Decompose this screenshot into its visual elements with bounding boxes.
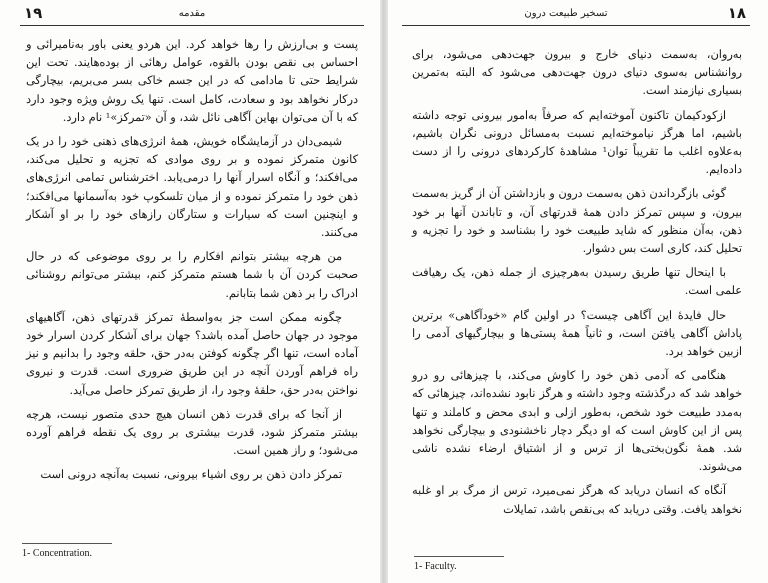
right-paragraph-2: ازکودکیمان تاکنون آموخته‌ایم که صرفاً به‌امور بیرونی توجه داشته باشیم، اما هرگز نیاموخته‌ایم نسبت به‌مسائل درونی نگران باشیم، به‌علاوه اغلب ما تقریباً توان¹ مشاهدهٔ کارکردهای درونی را از دست داده‌ایم. — [412, 108, 742, 177]
right-paragraph-7: آنگاه که انسان دریابد که هرگز نمی‌میرد، ترس از مرگ بر او غلبه نخواهد یافت. وقتی دریابد که بی‌نقص باشد، تمایلات — [412, 484, 742, 516]
right-page — [388, 0, 768, 583]
left-paragraph-4: چگونه ممکن است جز به‌واسطهٔ تمرکز قدرتهای ذهن، آگاهیهای موجود در جهان حاصل آمده باشد؟ جهان برای آشکار کردن اسرار خود آماده است، تنها اگر چگونه کوفتن به‌در حق، حلقه وجود را بدانیم و نیز راه فراهم آوردن آنچه در این طریق ضروری است. قدرت و نیروی نواختن به‌در حق، حلقهٔ وجود را، از طریق تمرکز حاصل می‌آید. — [26, 310, 358, 397]
right-paragraph-4: با اینحال تنها طریق رسیدن به‌هرچیزی از جمله ذهن، یک رهیافت علمی است. — [412, 266, 742, 298]
right-running-head: تسخیر طبیعت درون — [524, 8, 608, 19]
right-paragraph-6: هنگامی که آدمی ذهن خود را کاوش می‌کند، با چیزهائی رو درو خواهد شد که درگذشته وجود داشته و هرگز نابود نشده‌اند، چیزهائی که به‌مدد طبیعت خود شخص، به‌طور ازلی و ابدی محض و کاملند و تنها پس از این کاوش است که او دیگر دچار ناخشنودی و بیچارگی نخواهد شد. همهٔ نگون‌بختی‌ها از ترس و از اشتیاق ارضاء نشده ناشی می‌شوند. — [412, 369, 742, 474]
right-page-header — [402, 4, 750, 26]
right-page-number: ۱۸ — [727, 4, 746, 22]
right-page-body — [412, 46, 742, 519]
right-footnote: 1- Faculty. — [414, 561, 457, 572]
left-paragraph-1: پست و بی‌ارزش را رها خواهد کرد. این هردو یعنی باور به‌نامیرائی و احساس بی نقص بودن بالقوه، عوامل رهائی از بوده‌هایند. تحت این شرایط حتی تا مادامی که در این جسم خاکی بسر می‌بریم، بیچارگی درکار نخواهد بود و سعادت، کامل است. تنها یک روش ویژه وجود دارد که با آن می‌توان بهاین آگاهی نائل شد، و آن «تمرکز»¹ نام دارد. — [26, 38, 358, 124]
left-page-number: ۱۹ — [24, 4, 43, 22]
left-footnote-rule — [22, 543, 112, 544]
right-paragraph-5: حال فایدهٔ این آگاهی چیست؟ در اولین گام «خودآگاهی» برترین پاداش آگاهی یافتن است، و ثانیاً همهٔ پستی‌ها و بیچارگیهای آدمی را ازبین خواهد برد. — [412, 308, 742, 359]
left-page-header — [20, 4, 364, 26]
left-paragraph-2: شیمی‌دان در آزمایشگاه خویش، همهٔ انرژی‌های ذهنی خود را در یک کانون متمرکز نموده و بر روی موادی که تجزیه و تحلیل می‌کند، می‌افکند؛ و آنگاه اسرار آنها را درمی‌یابد. اخترشناس تمامی انرژی‌های ذهن خود را متمرکز نموده و از میان تلسکوپ خود به‌آسمانها می‌افکند؛ و اینچنین است که سیارات و ستارگان رازهای خود را بر او آشکار می‌کنند. — [26, 135, 358, 240]
left-paragraph-3: من هرچه بیشتر بتوانم افکارم را بر روی موضوعی که در حال صحبت کردن آن با شما هستم متمرکز کنم، بیشتر می‌توانم روشنائی ادراک را بر ذهن شما بتابانم. — [26, 250, 358, 300]
left-paragraph-6: تمرکز دادن ذهن بر روی اشیاء بیرونی، نسبت به‌آنچه درونی است — [40, 468, 342, 482]
right-footnote-rule — [414, 556, 504, 557]
right-paragraph-3: گوئی بازگرداندن ذهن به‌سمت درون و بازداشتن آن از گریز به‌سمت بیرون، و سپس تمرکز دادن همهٔ قدرتهای آن، و تاباندن آنها بر خود ذهن، به‌آن منظور که شاید طبیعت خود را بشناسد و خود را تجزیه و تحلیل کند، کاری است بس دشوار. — [412, 187, 742, 256]
left-running-head: مقدمه — [178, 8, 206, 19]
left-page-body — [26, 36, 358, 485]
left-page — [0, 0, 380, 583]
left-paragraph-5: از آنجا که برای قدرت ذهن انسان هیچ حدی متصور نیست، هرچه بیشتر متمرکز شود، قدرت بیشتری بر روی یک نقطه فراهم آورده می‌شود؛ و راز همین است. — [26, 407, 358, 458]
book-gutter — [380, 0, 388, 583]
right-paragraph-1: به‌روان، به‌سمت دنیای خارج و بیرون جهت‌دهی می‌شود، برای روانشناس به‌سوی دنیای درون جهت‌دهی می‌شود که البته به‌تمرین بسیاری نیازمند است. — [412, 48, 742, 98]
left-footnote: 1- Concentration. — [22, 548, 92, 559]
